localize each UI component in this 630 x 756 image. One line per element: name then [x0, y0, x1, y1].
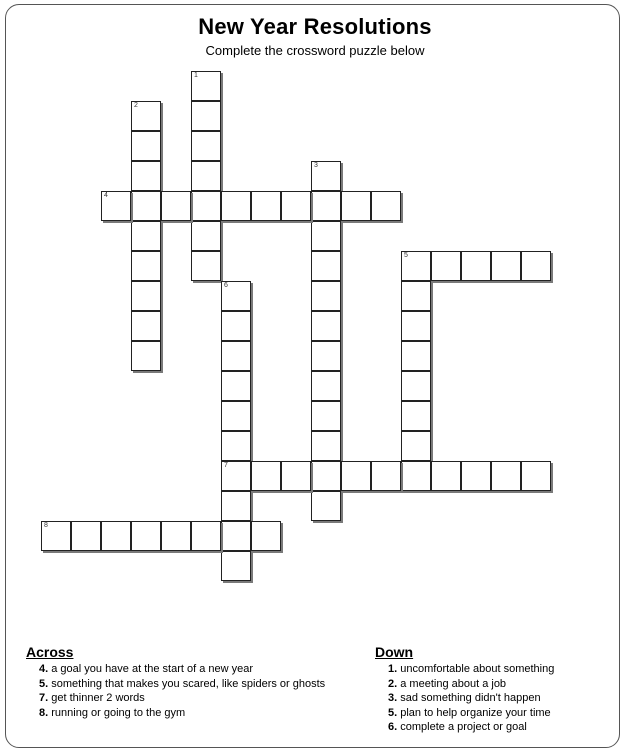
crossword-cell[interactable]: [221, 401, 251, 431]
clue-text: uncomfortable about something: [400, 663, 555, 675]
clue-number-label: 1: [194, 72, 198, 79]
crossword-cell[interactable]: [131, 161, 161, 191]
crossword-cell[interactable]: [311, 431, 341, 461]
crossword-cell[interactable]: [311, 161, 341, 191]
crossword-cell[interactable]: [191, 221, 221, 251]
crossword-cell[interactable]: [251, 521, 281, 551]
crossword-cell[interactable]: [461, 251, 491, 281]
crossword-cell[interactable]: [221, 281, 251, 311]
clue-text: get thinner 2 words: [51, 692, 145, 705]
clue-number: 2.: [388, 677, 398, 690]
clue-number: 8.: [39, 706, 49, 719]
crossword-cell[interactable]: [311, 311, 341, 341]
clue-number: 4.: [39, 663, 49, 675]
crossword-cell[interactable]: [221, 341, 251, 371]
crossword-cell[interactable]: [401, 401, 431, 431]
crossword-cell[interactable]: [221, 431, 251, 461]
across-clue: [26, 677, 366, 692]
clue-number: 6.: [388, 721, 398, 734]
crossword-cell[interactable]: [221, 191, 251, 221]
clue-number: 5.: [39, 677, 49, 690]
crossword-cell[interactable]: [491, 461, 521, 491]
clue-number: 1.: [388, 663, 398, 675]
crossword-cell[interactable]: [371, 191, 401, 221]
crossword-cell[interactable]: [371, 461, 401, 491]
crossword-cell[interactable]: [401, 431, 431, 461]
crossword-cell[interactable]: [311, 401, 341, 431]
clue-number: 7.: [39, 692, 49, 705]
crossword-cell[interactable]: [131, 311, 161, 341]
crossword-cell[interactable]: [161, 521, 191, 551]
crossword-cell[interactable]: [221, 311, 251, 341]
crossword-cell[interactable]: [101, 191, 131, 221]
crossword-cell[interactable]: [251, 191, 281, 221]
crossword-cell[interactable]: [521, 461, 551, 491]
down-clues: [375, 644, 615, 735]
crossword-cell[interactable]: [401, 461, 431, 491]
crossword-cell[interactable]: [221, 461, 251, 491]
crossword-cell[interactable]: [311, 371, 341, 401]
across-clue: [26, 662, 366, 677]
crossword-cell[interactable]: [401, 281, 431, 311]
clue-number-label: 4: [104, 192, 108, 199]
crossword-cell[interactable]: [401, 371, 431, 401]
crossword-cell[interactable]: [131, 281, 161, 311]
page-subtitle: Complete the crossword puzzle below: [205, 43, 425, 58]
crossword-cell[interactable]: [311, 341, 341, 371]
clue-number-label: 8: [44, 522, 48, 529]
crossword-cell[interactable]: [131, 521, 161, 551]
crossword-cell[interactable]: [401, 311, 431, 341]
clue-number-label: 6: [224, 282, 228, 289]
crossword-cell[interactable]: [191, 161, 221, 191]
crossword-cell[interactable]: [401, 341, 431, 371]
across-heading: Across: [26, 644, 74, 660]
down-clue: [375, 662, 615, 677]
across-clues: [26, 644, 366, 720]
clue-text: plan to help organize your time: [400, 706, 551, 719]
crossword-cell[interactable]: [311, 251, 341, 281]
crossword-cell[interactable]: [491, 251, 521, 281]
crossword-cell[interactable]: [431, 461, 461, 491]
crossword-cell[interactable]: [281, 191, 311, 221]
clue-text: a goal you have at the start of a new year: [51, 663, 254, 675]
down-clue: [375, 691, 615, 706]
crossword-cell[interactable]: [431, 251, 461, 281]
crossword-cell[interactable]: [191, 191, 221, 221]
crossword-cell[interactable]: [221, 521, 251, 551]
clue-number: 3.: [388, 692, 398, 705]
crossword-cell[interactable]: [221, 491, 251, 521]
crossword-cell[interactable]: [311, 221, 341, 251]
clue-number-label: 7: [224, 462, 228, 469]
crossword-cell[interactable]: [191, 101, 221, 131]
down-heading: Down: [375, 644, 414, 660]
crossword-cell[interactable]: [221, 371, 251, 401]
across-clue: [26, 691, 366, 706]
crossword-cell[interactable]: [311, 491, 341, 521]
crossword-cell[interactable]: [41, 521, 71, 551]
crossword-cell[interactable]: [161, 191, 191, 221]
crossword-cell[interactable]: [281, 461, 311, 491]
crossword-cell[interactable]: [191, 71, 221, 101]
clue-text: running or going to the gym: [51, 706, 186, 719]
down-clue: [375, 720, 615, 735]
crossword-cell[interactable]: [311, 281, 341, 311]
crossword-cell[interactable]: [191, 131, 221, 161]
page-title: New Year Resolutions: [198, 14, 432, 39]
across-clue: [26, 706, 366, 721]
clue-number-label: 2: [134, 102, 138, 109]
clue-number-label: 3: [314, 162, 318, 169]
clue-text: sad something didn't happen: [400, 692, 541, 705]
crossword-cell[interactable]: [71, 521, 101, 551]
crossword-cell[interactable]: [131, 131, 161, 161]
crossword-cell[interactable]: [251, 461, 281, 491]
crossword-cell[interactable]: [341, 461, 371, 491]
crossword-cell[interactable]: [401, 251, 431, 281]
clue-text: a meeting about a job: [400, 677, 507, 690]
crossword-cell[interactable]: [341, 191, 371, 221]
clue-number: 5.: [388, 706, 398, 719]
crossword-cell[interactable]: [311, 191, 341, 221]
crossword-cell[interactable]: [131, 191, 161, 221]
crossword-cell[interactable]: [101, 521, 131, 551]
crossword-cell[interactable]: [131, 341, 161, 371]
crossword-cell[interactable]: [221, 551, 251, 581]
down-clue: [375, 677, 615, 692]
crossword-cell[interactable]: [131, 251, 161, 281]
clue-number-label: 5: [404, 252, 408, 259]
crossword-cell[interactable]: [461, 461, 491, 491]
crossword-cell[interactable]: [521, 251, 551, 281]
clue-text: something that makes you scared, like spiders or ghosts: [51, 677, 326, 690]
crossword-cell[interactable]: [131, 101, 161, 131]
down-clue: [375, 706, 615, 721]
crossword-cell[interactable]: [131, 221, 161, 251]
crossword-cell[interactable]: [311, 461, 341, 491]
crossword-cell[interactable]: [191, 521, 221, 551]
clue-text: complete a project or goal: [400, 721, 527, 734]
crossword-cell[interactable]: [191, 251, 221, 281]
